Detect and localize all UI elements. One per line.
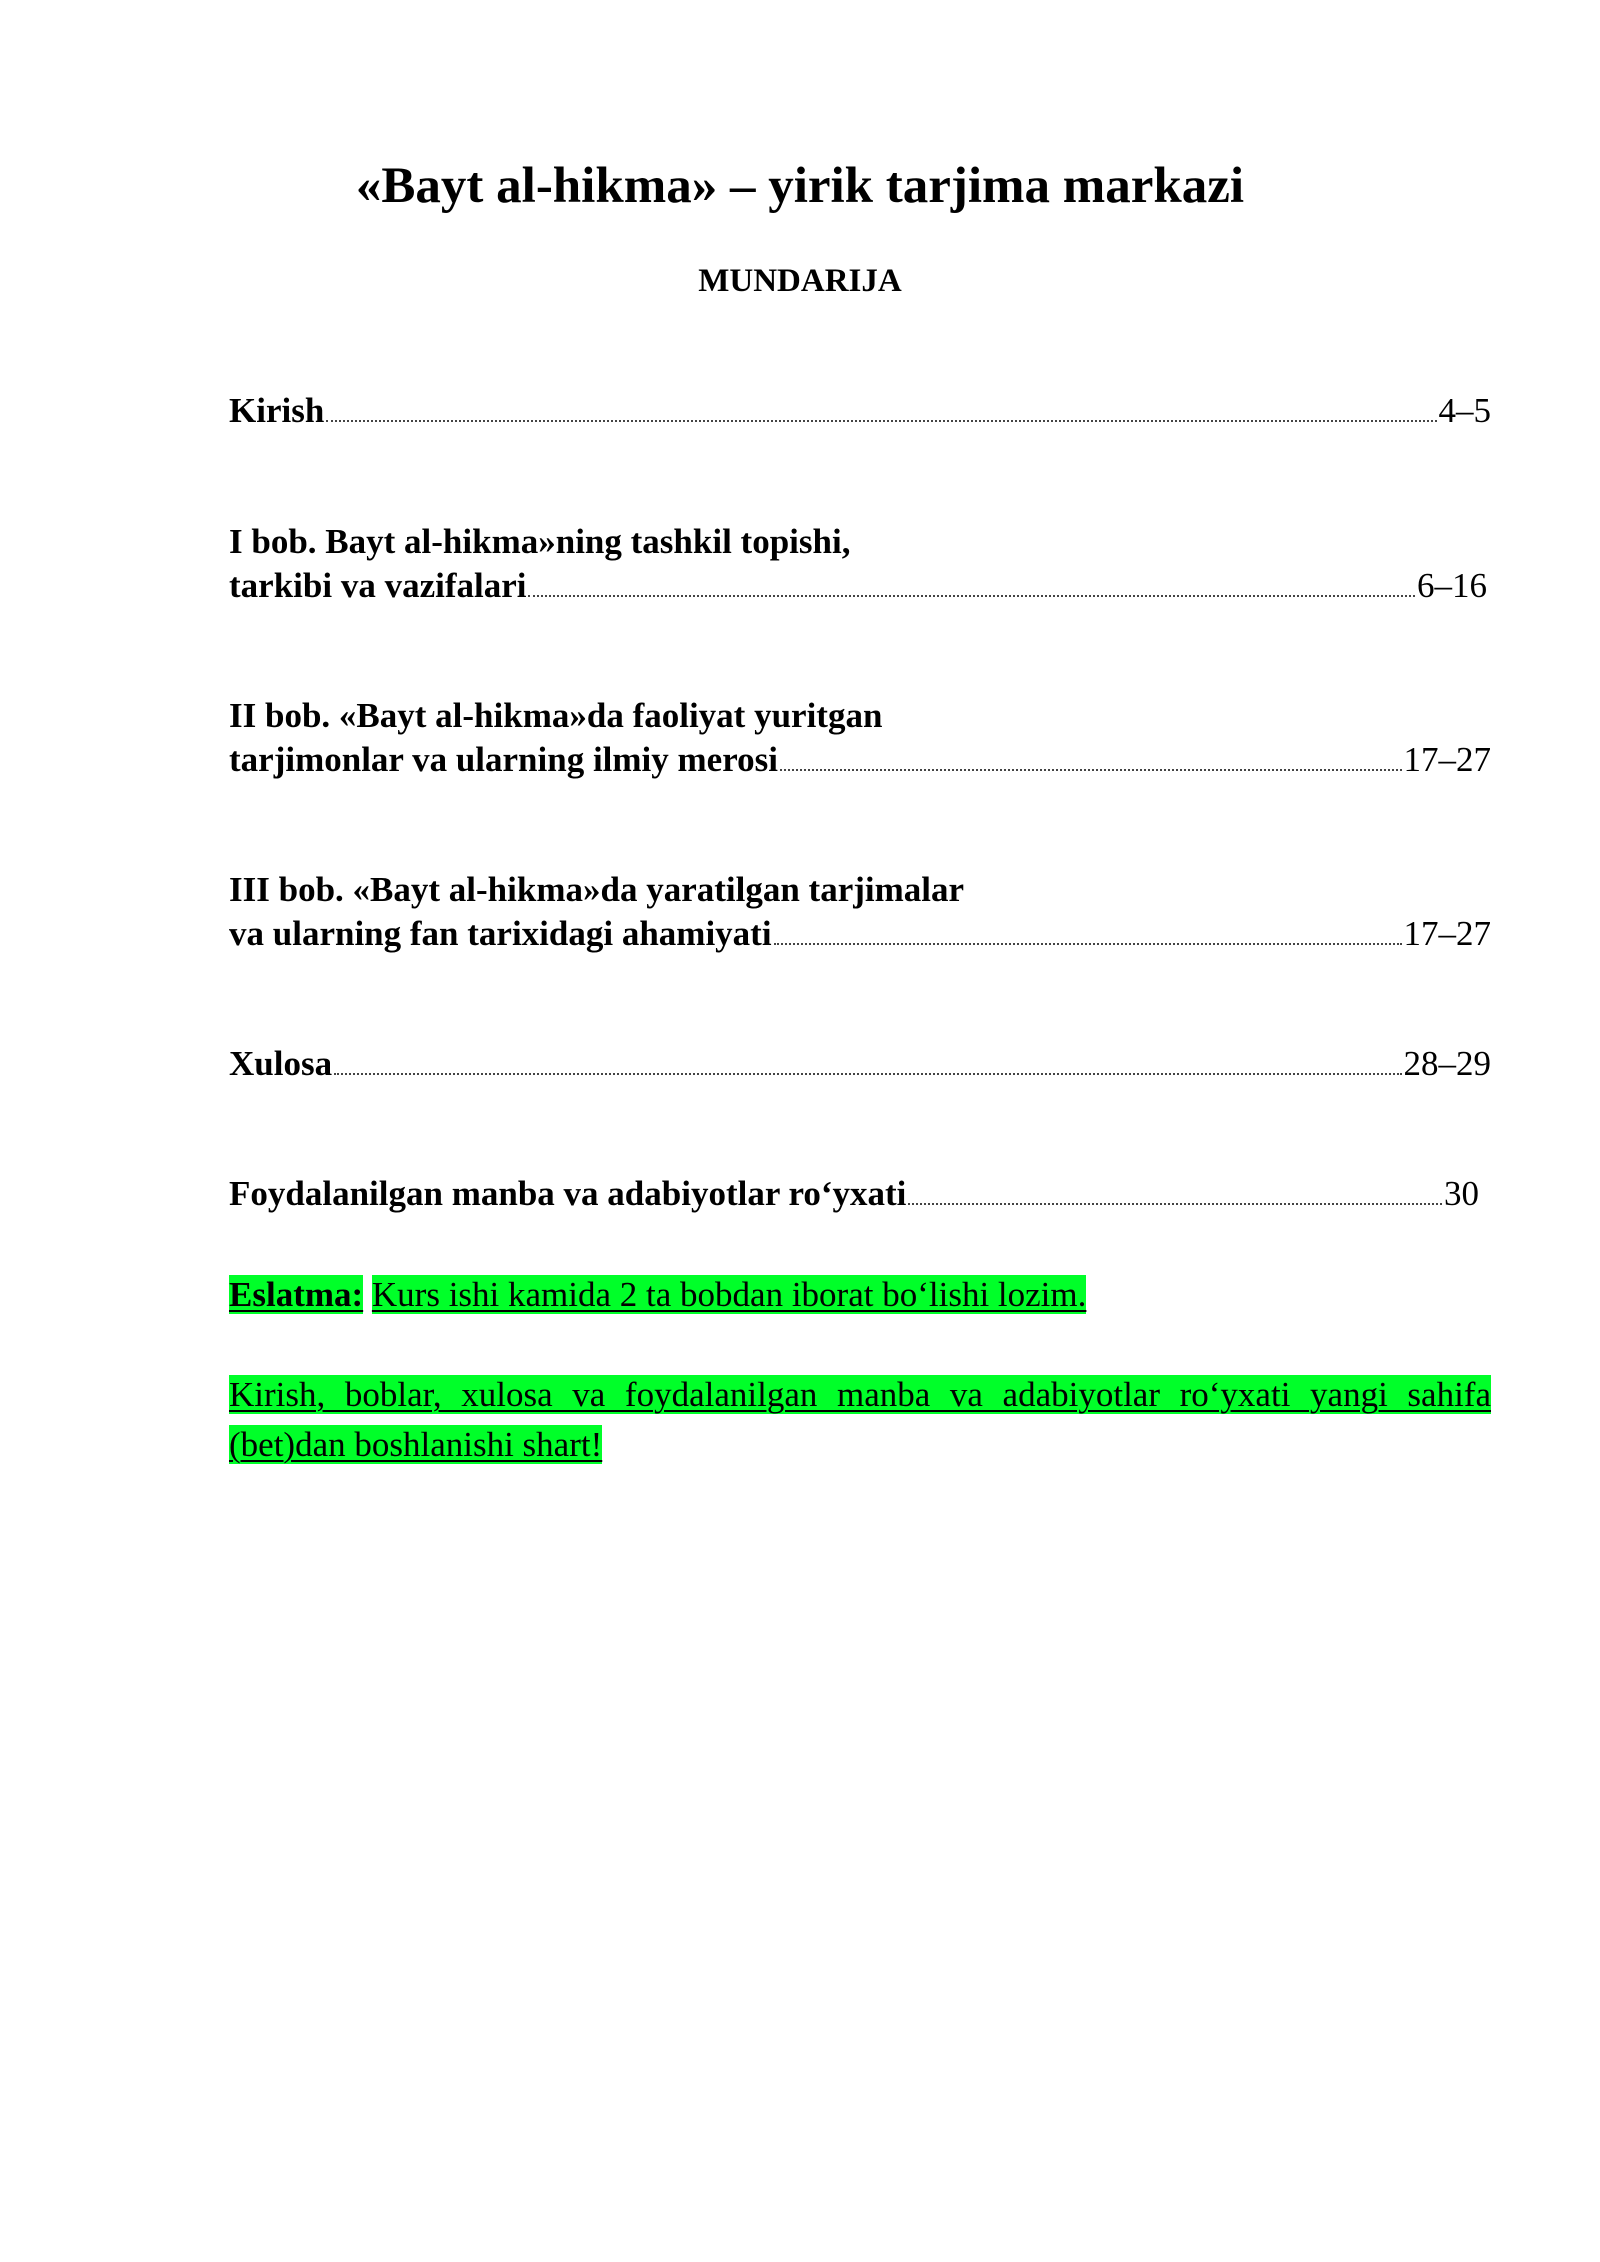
toc-line [229, 738, 1491, 782]
toc-entry-xulosa [229, 1042, 1491, 1086]
dot-leader [908, 1203, 1442, 1205]
toc-entry-chapter-2 [229, 694, 1491, 782]
toc-entry-chapter-3 [229, 868, 1491, 956]
toc-page-number: 30 [1444, 1174, 1479, 1213]
toc-page-number: 28–29 [1403, 1044, 1491, 1083]
note-label: Eslatma: [229, 1275, 364, 1314]
toc-entry-title: Foydalanilgan manba va adabiyotlar ro‘yxati [229, 1174, 907, 1213]
toc-entry-title-line1: II bob. «Bayt al-hikma»da faoliyat yuritgan [229, 696, 883, 735]
toc-entry-chapter-1 [229, 520, 1487, 608]
toc-heading: MUNDARIJA [698, 263, 902, 299]
dot-leader [774, 943, 1402, 945]
toc-line [229, 564, 1487, 608]
toc-entry-title: Kirish [229, 391, 325, 430]
toc-entry-title-line1: I bob. Bayt al-hikma»ning tashkil topishi, [229, 522, 851, 561]
dot-leader [528, 595, 1415, 597]
note-text-2: Kirish, boblar, xulosa va foydalanilgan manba va adabiyotlar ro‘yxati yangi sahifa (bet)dan boshlanishi shart! [229, 1375, 1491, 1464]
toc-page-number: 17–27 [1403, 740, 1491, 779]
toc-line [229, 1042, 1491, 1086]
toc-line [229, 1172, 1479, 1216]
toc-entry-title: Xulosa [229, 1044, 333, 1083]
dot-leader [780, 769, 1402, 771]
toc-entry-references [229, 1172, 1479, 1216]
note-paragraph-2 [229, 1370, 1491, 1470]
toc-entry-kirish [229, 389, 1491, 433]
note-paragraph-1 [229, 1270, 1491, 1320]
document-title: «Bayt al-hikma» – yirik tarjima markazi [355, 158, 1245, 214]
dot-leader [334, 1073, 1401, 1075]
toc-entry-title-line2: va ularning fan tarixidagi ahamiyati [229, 914, 772, 953]
toc-line [229, 389, 1491, 433]
toc-entry-title-line1: III bob. «Bayt al-hikma»da yaratilgan tarjimalar [229, 870, 965, 909]
toc-page-number: 17–27 [1403, 914, 1491, 953]
note-text-1: Kurs ishi kamida 2 ta bobdan iborat bo‘lishi lozim. [371, 1275, 1087, 1314]
toc-page-number: 6–16 [1417, 566, 1487, 605]
toc-page-number: 4–5 [1438, 391, 1491, 430]
toc-line [229, 912, 1491, 956]
toc-entry-title-line2: tarjimonlar va ularning ilmiy merosi [229, 740, 778, 779]
dot-leader [326, 420, 1436, 422]
toc-entry-title-line2: tarkibi va vazifalari [229, 566, 527, 605]
